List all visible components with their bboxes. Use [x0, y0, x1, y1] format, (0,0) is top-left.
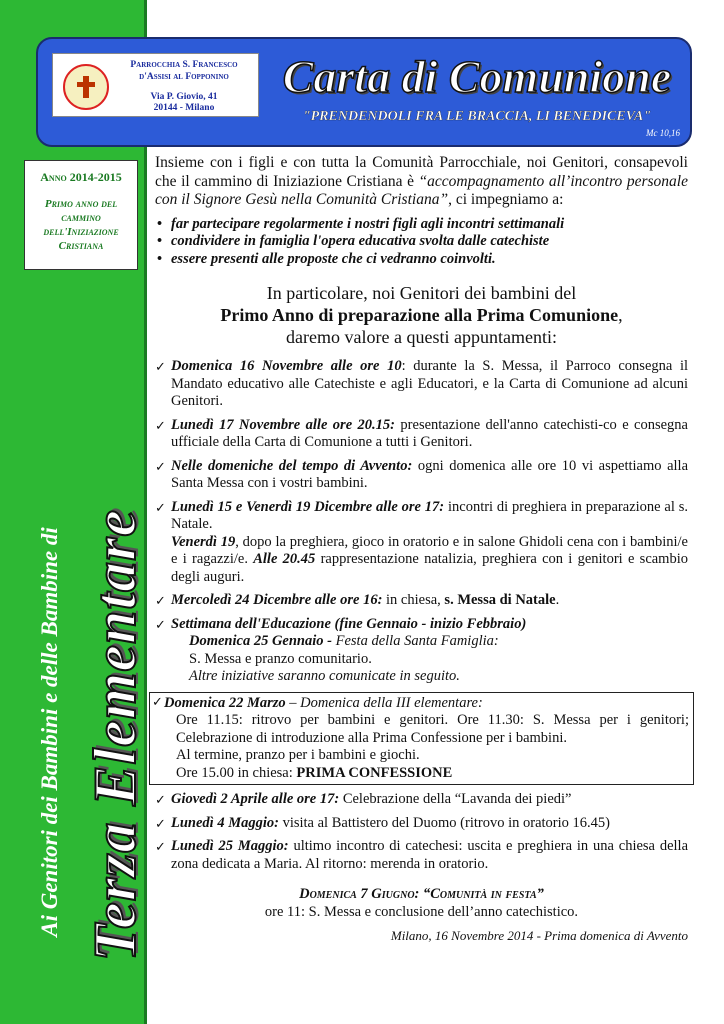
year-box [24, 160, 138, 270]
list-item: • far partecipare regolarmente i nostri figli agli incontri settimanali [155, 216, 688, 234]
parish-name: Parrocchia S. Francesco d'Assisi al Fopponino [130, 60, 238, 82]
year-label: Anno 2014-2015 [40, 170, 122, 184]
parish-box [52, 53, 259, 117]
motto: "PRENDENDOLI FRA LE BRACCIA, LI BENEDICEVA" [302, 109, 652, 124]
check-icon: ✓ [155, 417, 166, 433]
particolare-heading: In particolare, noi Genitori dei bambini del Primo Anno di preparazione alla Prima Comunione, daremo valore a questi appuntamenti: [220, 283, 623, 347]
check-icon: ✓ [155, 458, 166, 474]
event-item: ✓ Lunedì 17 Novembre alle ore 20.15: presentazione dell'anno catechisti-co e consegna ufficiale della Carta di Comunione a tutti i Genitori. [155, 416, 688, 450]
intro-paragraph: Insieme con i figli e con tutta la Comunità Parrocchiale, noi Genitori, consapevoli che il cammino di Iniziazione Cristiana è “accompagnamento all’incontro personale con il Signore Gesù nella Comunità Cristiana”, ci impegniamo a: [155, 154, 688, 208]
commitments-list [155, 216, 688, 269]
vertical-heading [0, 470, 148, 1000]
page-title: Carta di Comunione [282, 51, 672, 102]
event-item: ✓ Domenica 16 Novembre alle ore 10: durante la S. Messa, il Parroco consegna il Mandato educativo alle Catechiste e agli Educatori, e la Carta di Comunione ad alcuni Genitori. [155, 358, 688, 409]
event-item: ✓ Settimana dell'Educazione (fine Gennaio - inizio Febbraio) Domenica 25 Gennaio - Festa della Santa Famiglia: S. Messa e pranzo comunitario. Altre iniziative saranno comunicate in seguito. [155, 615, 527, 684]
parish-logo-icon [63, 64, 109, 110]
list-item: • essere presenti alle proposte che ci vedranno coinvolti. [155, 251, 688, 269]
event-item-boxed: ✓ Domenica 22 Marzo – Domenica della III elementare: Ore 11.15: ritrovo per bambini e genitori. Ore 11.30: S. Messa per i genitori; Celebrazione di introduzione alla Prima Confessione per i bambini. Al termine, pranzo per i bambini e giochi. Ore 15.00 in chiesa: PRIMA CONFESSIONE [149, 692, 694, 786]
check-icon: ✓ [155, 499, 166, 515]
check-icon: ✓ [155, 839, 166, 854]
final-event [155, 885, 688, 921]
parish-address: Via P. Giovio, 41 20144 - Milano [150, 92, 218, 113]
signature: Milano, 16 Novembre 2014 - Prima domenica di Avvento [390, 928, 688, 943]
check-icon: ✓ [155, 792, 166, 807]
vertical-subtitle: Ai Genitori dei Bambini e delle Bambine di [37, 527, 62, 937]
motto-reference: Mc 10,16 [646, 128, 680, 138]
year-description: Primo anno del cammino dell'Iniziazione Cristiana [43, 198, 119, 252]
final-text: ore 11: S. Messa e conclusione dell’anno catechistico. [264, 904, 579, 920]
header-banner [36, 37, 692, 147]
events-list [152, 358, 689, 873]
event-item: ✓ Mercoledì 24 Dicembre alle ore 16: in chiesa, s. Messa di Natale. [155, 592, 560, 608]
final-heading: Domenica 7 Giugno: “Comunità in festa” [299, 886, 544, 902]
event-item: ✓ Lunedì 4 Maggio: visita al Battistero del Duomo (ritrovo in oratorio 16.45) [155, 814, 610, 831]
list-item: • condividere in famiglia l'opera educativa svolta dalle catechiste [155, 233, 688, 251]
check-icon: ✓ [155, 616, 166, 632]
check-icon: ✓ [152, 693, 163, 709]
main-content [152, 154, 689, 946]
check-icon: ✓ [155, 593, 166, 608]
event-item: ✓ Nelle domeniche del tempo di Avvento: ogni domenica alle ore 10 vi aspettiamo alla Santa Messa con i vostri bambini. [155, 457, 689, 491]
check-icon: ✓ [155, 815, 166, 831]
event-item: ✓ Lunedì 15 e Venerdì 19 Dicembre alle ore 17: incontri di preghiera in preparazione al s. Natale. Venerdì 19, dopo la preghiera, gioco in oratorio e in salone Ghidoli cena con i bambini/e e i ragazzi/e. Alle 20.45 rappresentazione natalizia, preghiera con i genitori e scambio degli auguri. [155, 498, 689, 585]
event-item: ✓ Giovedì 2 Aprile alle ore 17: Celebrazione della “Lavanda dei piedi” [155, 791, 572, 807]
check-icon: ✓ [155, 359, 166, 374]
event-item: ✓ Lunedì 25 Maggio: ultimo incontro di catechesi: uscita e preghiera in una chiesa della zona dedicata a Maria. Al ritorno: merenda in oratorio. [155, 838, 689, 872]
vertical-title: Terza Elementare [82, 508, 148, 962]
